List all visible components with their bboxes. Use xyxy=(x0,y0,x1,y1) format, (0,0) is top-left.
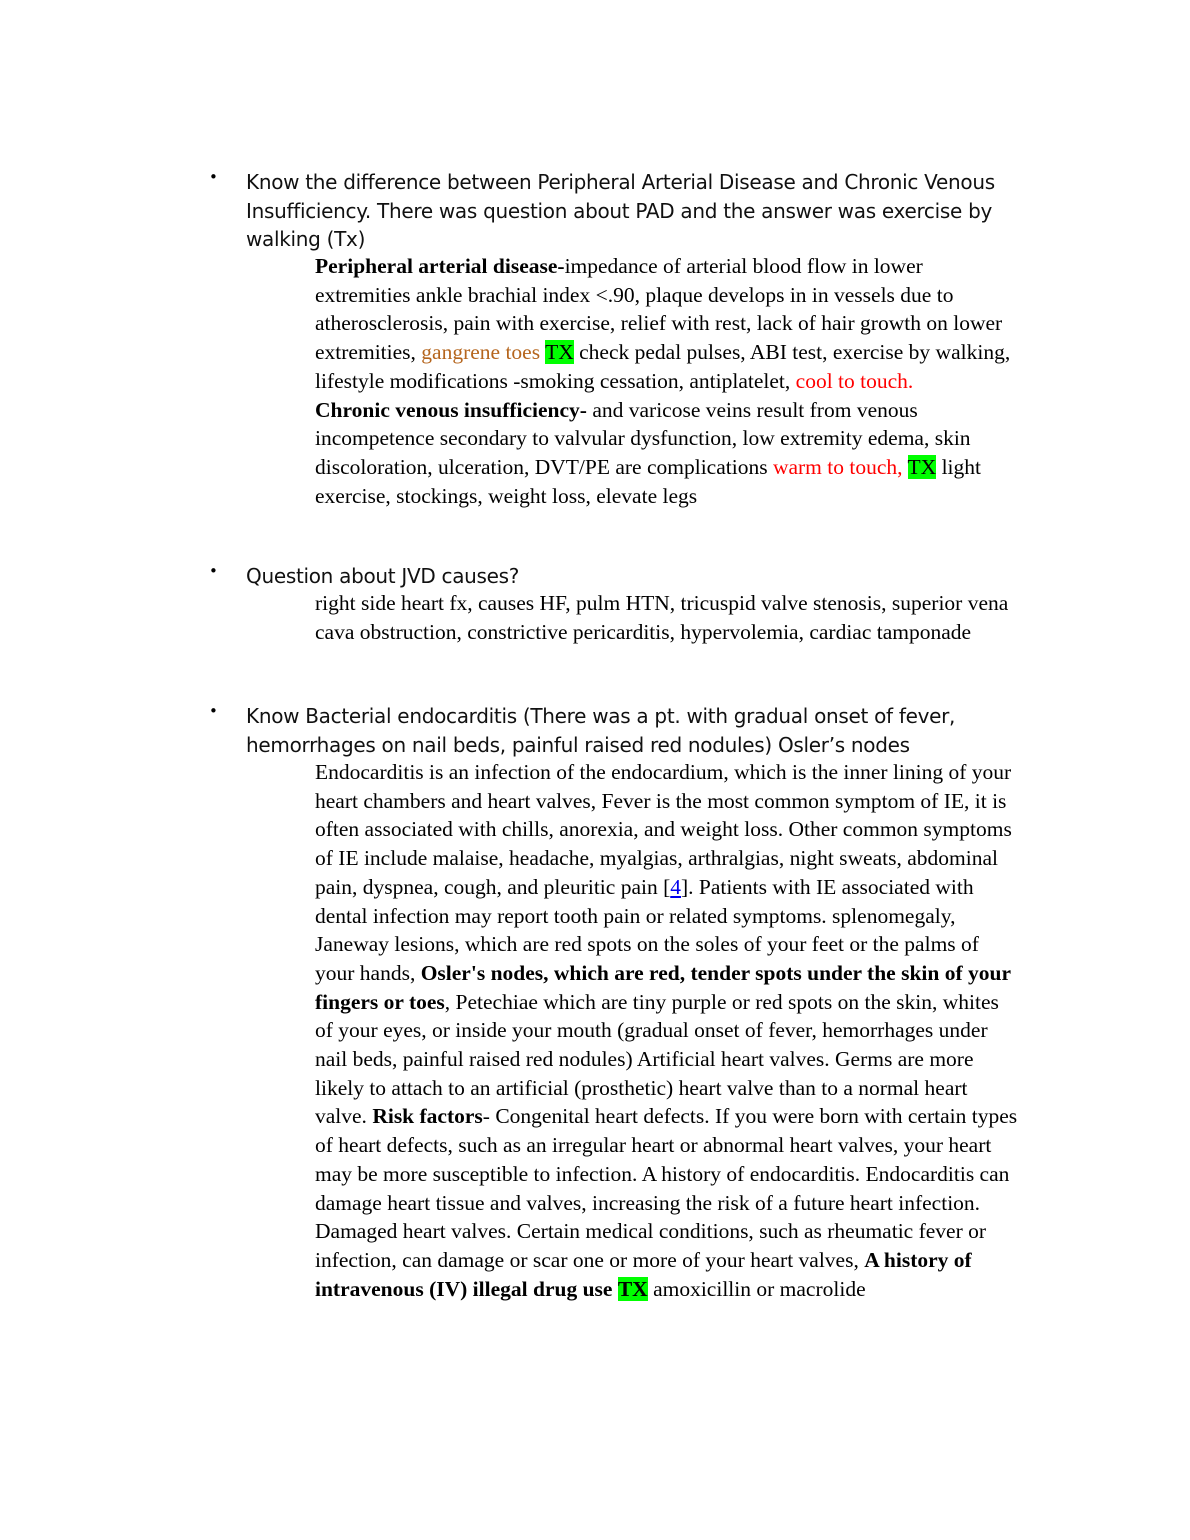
osler-nodes-text: Osler's nodes, which are red, tender spots under the skin of your fingers or toes xyxy=(315,960,1011,1014)
warm-text: warm to touch, xyxy=(772,454,903,479)
bullet-question: Know the difference between Peripheral Arterial Disease and Chronic Venous Insufficiency. There was question about PAD and the answer was exercise by walking (Tx) xyxy=(246,170,995,251)
tx-highlight: TX xyxy=(617,1276,648,1301)
endocarditis-answer xyxy=(315,758,1020,1303)
pad-term: Peripheral arterial disease- xyxy=(315,254,565,278)
bullet-question: Question about JVD causes? xyxy=(246,564,520,588)
reference-link[interactable]: 4 xyxy=(670,874,681,899)
endocarditis-paragraph: Endocarditis is an infection of the endocardium, which is the inner lining of your heart chambers and heart valves, Fever is the most common symptom of IE, it is often associated with chills, anorexia, and weight loss. Other common symptoms of IE include malaise, headache, myalgias, arthralgias, night sweats, abdominal pain, dyspnea, cough, and pleuritic pain [4]. Patients with IE associated with dental infection may report tooth pain or related symptoms. splenomegaly, Janeway lesions, which are red spots on the soles of your feet or the palms of your hands, Osler's nodes, which are red, tender spots under the skin of your fingers or toes, Petechiae which are tiny purple or red spots on the skin, whites of your eyes, or inside your mouth (gradual onset of fever, hemorrhages under nail beds, painful raised red nodules) Artificial heart valves. Germs are more likely to attach to an artificial (prosthetic) heart valve than to a normal heart valve. Risk factors- Congenital heart defects. If you were born with certain types of heart defects, such as an irregular heart or abnormal heart valves, your heart may be more susceptible to infection. A history of endocarditis. Endocarditis can damage heart tissue and valves, increasing the risk of a future heart infection. Damaged heart valves. Certain medical conditions, such as rheumatic fever or infection, can damage or scar one or more of your heart valves, A history of intravenous (IV) illegal drug use TX amoxicillin or macrolide xyxy=(315,760,1018,1301)
cool-text: cool to touch. xyxy=(795,368,914,393)
pad-paragraph: Peripheral arterial disease-impedance of arterial blood flow in lower extremities ankle brachial index <.90, plaque develops in in vessels due to atherosclerosis, pain with exercise, relief with rest, lack of hair growth on lower extremities, gangrene toes TX check pedal pulses, ABI test, exercise by walking, lifestyle modifications -smoking cessation, antiplatelet, cool to touch. xyxy=(315,254,1011,393)
risk-factors-label: Risk factors xyxy=(372,1104,483,1129)
bullet-question: Know Bacterial endocarditis (There was a pt. with gradual onset of fever, hemorrhages on nail beds, painful raised red nodules) Osler’s nodes xyxy=(246,704,956,757)
iv-drug-text: A history of intravenous (IV) illegal drug use xyxy=(315,1247,972,1301)
gangrene-text: gangrene toes xyxy=(421,340,541,365)
jvd-answer: right side heart fx, causes HF, pulm HTN, tricuspid valve stenosis, superior vena cava obstruction, constrictive pericarditis, hypervolemia, cardiac tamponade xyxy=(315,591,1009,644)
tx-highlight: TX xyxy=(907,454,937,479)
bullet-icon: • xyxy=(209,562,218,580)
pad-cvi-answer xyxy=(315,252,1020,510)
cvi-paragraph: Chronic venous insufficiency- and varicose veins result from venous incompetence secondary to valvular dysfunction, low extremity edema, skin discoloration, ulceration, DVT/PE are complications warm to touch, TX light exercise, stockings, weight loss, elevate legs xyxy=(315,397,981,508)
cvi-term: Chronic venous insufficiency- xyxy=(315,397,587,422)
bullet-icon: • xyxy=(209,168,218,186)
tx-highlight: TX xyxy=(545,340,574,365)
bullet-icon: • xyxy=(209,702,218,720)
